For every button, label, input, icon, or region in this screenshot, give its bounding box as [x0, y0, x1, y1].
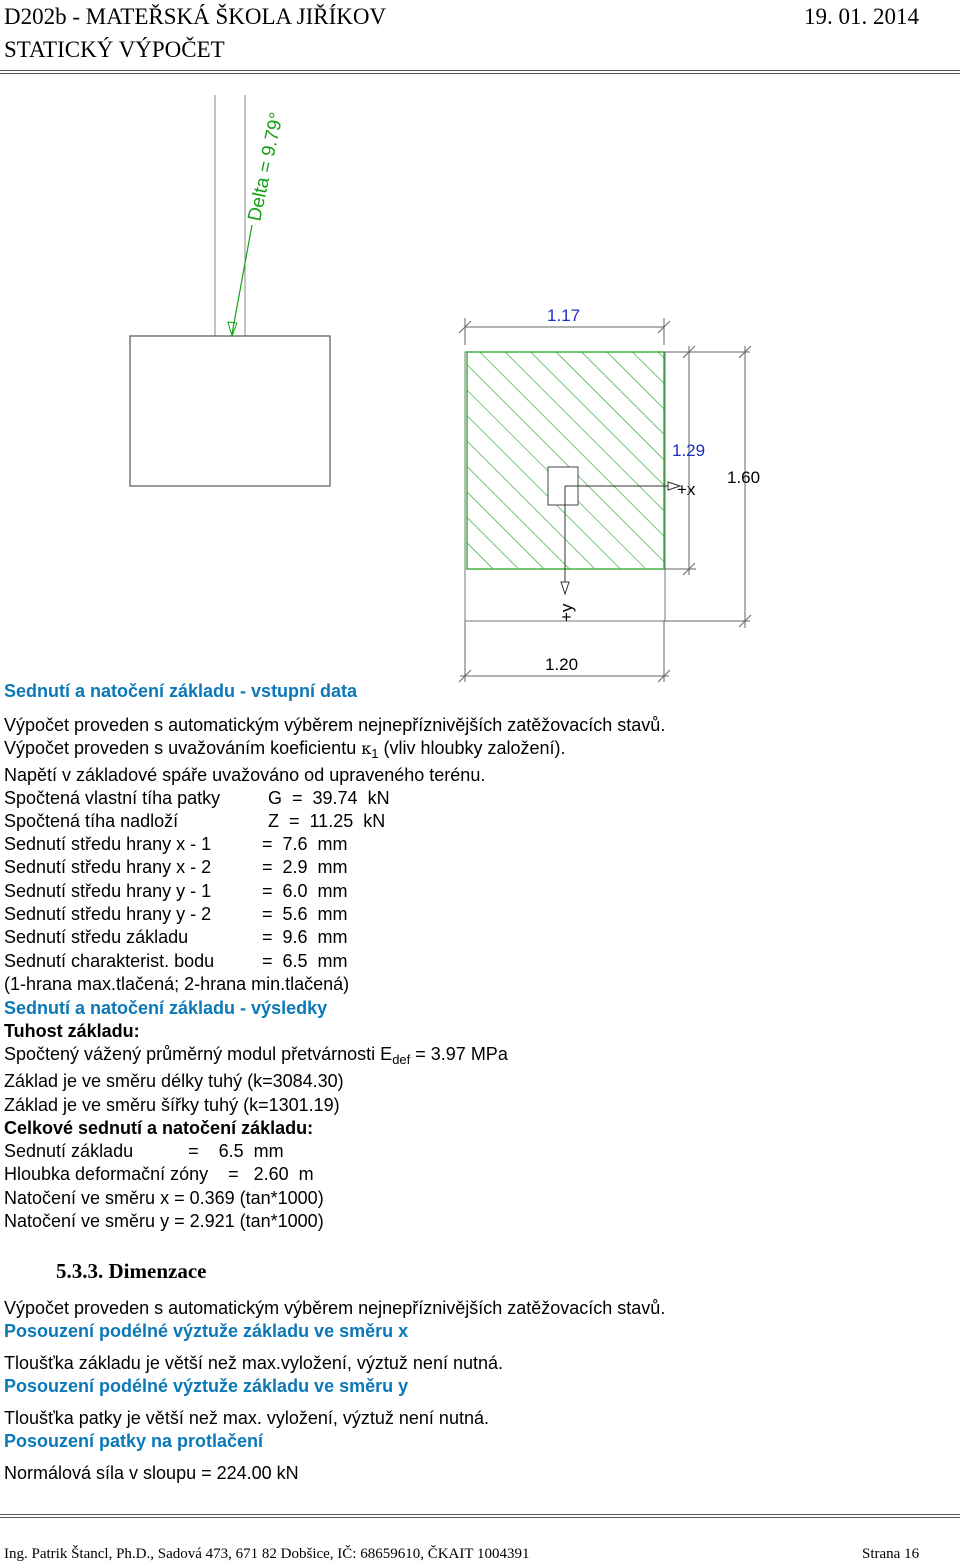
input-line-3: Napětí v základové spáře uvažováno od upraveného terénu. [4, 765, 486, 785]
stiffness-heading: Tuhost základu: [4, 1021, 140, 1041]
text-punching: Normálová síla v sloupu = 224.00 kN [4, 1463, 299, 1483]
dimension-right-inner-label: 1.29 [672, 441, 706, 460]
dimension-line-1: Výpočet proveden s automatickým výběrem nejnepříznivějších zatěžovacích stavů. [4, 1298, 666, 1318]
heading-punching: Posouzení patky na protlačení [4, 1431, 264, 1451]
row-value: = 2.9 mm [262, 857, 348, 877]
heading-reinforcement-y: Posouzení podélné výztuže základu ve směru y [4, 1376, 409, 1396]
footer-page-number: Strana 16 [862, 1546, 920, 1562]
row-value: = 9.6 mm [262, 927, 348, 947]
kappa-symbol: κ [361, 739, 372, 758]
row-label: Sednutí charakterist. bodu [4, 951, 215, 971]
stiffness-y: Základ je ve směru šířky tuhý (k=1301.19) [4, 1095, 340, 1115]
dimension-right-inner [664, 346, 696, 575]
dimension-right-outer-label: 1.60 [727, 468, 761, 487]
settlement-total: Sednutí základu = 6.5 mm [4, 1141, 284, 1161]
header-rule [0, 70, 960, 71]
foundation-drawing [0, 80, 960, 690]
row-value: = 5.6 mm [262, 904, 348, 924]
row-value: = 6.0 mm [262, 881, 348, 901]
deformation-depth: Hloubka deformační zóny = 2.60 m [4, 1164, 314, 1184]
text-reinforcement-y: Tloušťka patky je větší než max. vyložení, výztuž není nutná. [4, 1408, 489, 1428]
row-label: Spočtená vlastní tíha patky [4, 788, 221, 808]
footer-rule [0, 1514, 960, 1515]
column-elevation [130, 95, 330, 486]
row-value: = 7.6 mm [262, 834, 348, 854]
input-note: (1-hrana max.tlačená; 2-hrana min.tlačená) [4, 974, 350, 994]
row-label: Sednutí středu hrany y - 1 [4, 881, 212, 901]
input-line-2: Výpočet proveden s uvažováním koeficientu $\kappa_1$ (vliv hloubky založení). [4, 738, 566, 761]
results-heading: Sednutí a natočení základu - výsledky [4, 998, 328, 1018]
footer-rule-2 [0, 1517, 960, 1518]
document-subtitle: STATICKÝ VÝPOČET [4, 37, 225, 62]
heading-reinforcement-x: Posouzení podélné výztuže základu ve směru x [4, 1321, 409, 1341]
footer-author: Ing. Patrik Štancl, Ph.D., Sadová 473, 671 82 Dobšice, IČ: 68659610, ČKAIT 1004391 [4, 1546, 530, 1562]
axis-x-label: +x [677, 480, 696, 499]
modulus-line: Spočtený vážený průměrný modul přetvárnosti $E_{def} = 3.97$ MPa [4, 1044, 508, 1067]
row-label: Spočtená tíha nadloží [4, 811, 179, 831]
row-label: Sednutí středu základu [4, 927, 189, 947]
axis-y-label: +y [557, 603, 576, 622]
rotation-x: Natočení ve směru x = 0.369 (tan*1000) [4, 1188, 324, 1208]
input-heading: Sednutí a natočení základu - vstupní data [4, 681, 358, 701]
rotation-y: Natočení ve směru y = 2.921 (tan*1000) [4, 1211, 324, 1231]
section-title: 5.3.3. Dimenzace [56, 1259, 207, 1283]
row-value: Z = 11.25 kN [268, 811, 386, 831]
row-label: Sednutí středu hrany y - 2 [4, 904, 212, 924]
row-label: Sednutí středu hrany x - 1 [4, 834, 212, 854]
project-title: D202b - MATEŘSKÁ ŠKOLA JIŘÍKOV [4, 4, 387, 29]
load-arrow [228, 225, 252, 336]
input-line-1: Výpočet proveden s automatickým výběrem nejnepříznivějších zatěžovacích stavů. [4, 715, 666, 735]
dimension-bottom-label: 1.20 [545, 655, 579, 674]
dimension-top-label: 1.17 [547, 306, 581, 325]
total-heading: Celkové sednutí a natočení základu: [4, 1118, 314, 1138]
header-rule-2 [0, 73, 960, 74]
text-reinforcement-x: Tloušťka základu je větší než max.vyložení, výztuž není nutná. [4, 1353, 503, 1373]
stiffness-x: Základ je ve směru délky tuhý (k=3084.30) [4, 1071, 344, 1091]
row-value: = 6.5 mm [262, 951, 348, 971]
delta-label: Delta = 9.79° [244, 110, 288, 224]
document-date: 19. 01. 2014 [804, 4, 919, 29]
row-value: G = 39.74 kN [268, 788, 390, 808]
row-label: Sednutí středu hrany x - 2 [4, 857, 212, 877]
